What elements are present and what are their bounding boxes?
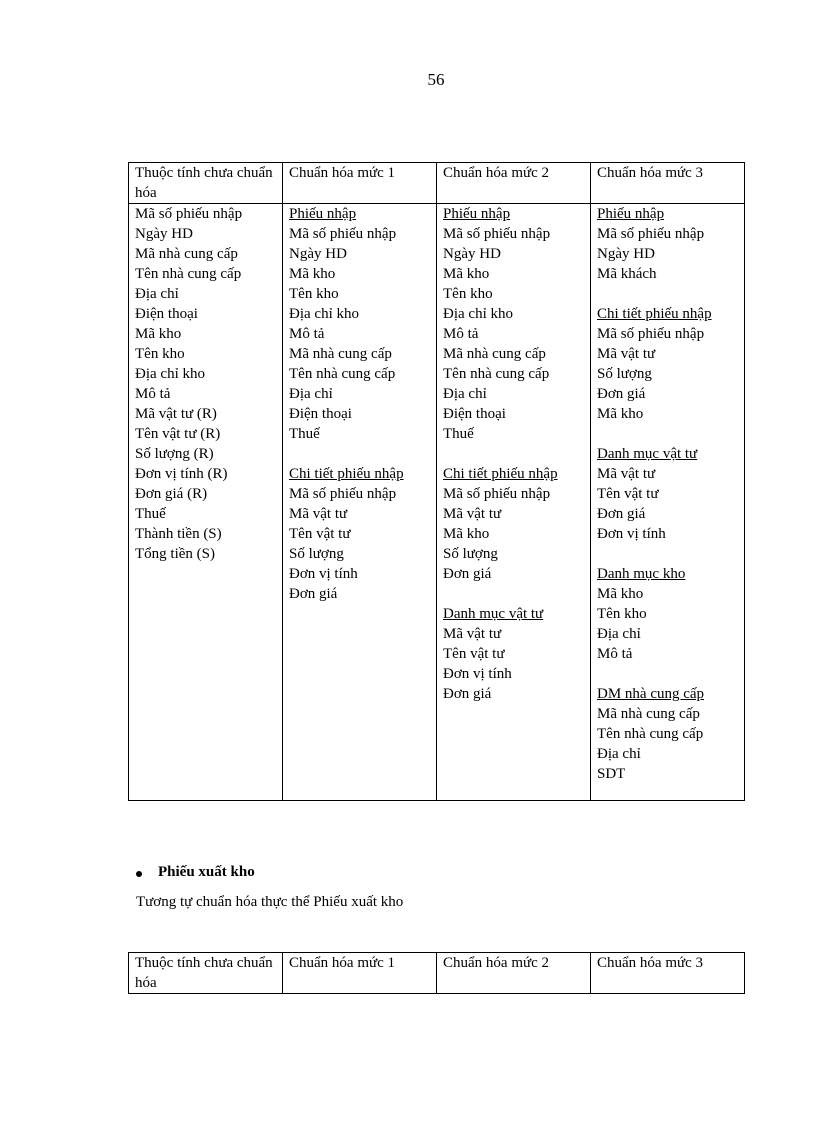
attribute-item: Mô tả xyxy=(443,326,479,342)
attribute-item: Đơn giá xyxy=(597,506,646,522)
section-intro: Tương tự chuẩn hóa thực thể Phiếu xuất kho xyxy=(136,894,404,910)
attribute-item: Ngày HD xyxy=(597,246,655,262)
attribute-item: Mã số phiếu nhập xyxy=(289,226,397,242)
header-cell: Thuộc tính chưa chuẩn hóa xyxy=(129,953,283,994)
attribute-item: Địa chỉ kho xyxy=(443,306,513,322)
attribute-item: Tên vật tư xyxy=(597,486,659,502)
normalization-table-phieu-nhap xyxy=(128,162,745,801)
attribute-item: Tên kho xyxy=(597,606,647,622)
spacer xyxy=(597,424,738,444)
normal-form-3-cell xyxy=(591,204,745,801)
attribute-item: Mã vật tư xyxy=(443,506,502,522)
header-cell: Chuẩn hóa mức 1 xyxy=(283,953,437,994)
attribute-item: Đơn vị tính xyxy=(443,666,512,682)
attribute-item: Địa chỉ xyxy=(597,746,641,762)
attribute-item: Tên kho xyxy=(443,286,493,302)
attribute-item: Số lượng xyxy=(289,546,344,562)
header-cell: Chuẩn hóa mức 1 xyxy=(283,163,437,204)
attribute-item: Số lượng xyxy=(443,546,498,562)
table-row xyxy=(129,204,745,801)
attribute-item: Đơn giá (R) xyxy=(135,486,208,502)
attribute-item: Đơn vị tính (R) xyxy=(135,466,228,482)
attribute-item: Điện thoại xyxy=(289,406,352,422)
attribute-item: Mã nhà cung cấp xyxy=(289,346,392,362)
spacer xyxy=(443,444,584,464)
attribute-item: Địa chỉ kho xyxy=(289,306,359,322)
spacer xyxy=(443,584,584,604)
attribute-item: SDT xyxy=(597,766,626,782)
attribute-item: Mã số phiếu nhập xyxy=(597,326,705,342)
attribute-item: Mã kho xyxy=(135,326,182,342)
normal-form-2-cell xyxy=(437,204,591,801)
attribute-item: Mã nhà cung cấp xyxy=(443,346,546,362)
header-cell: Chuẩn hóa mức 3 xyxy=(591,953,745,994)
table-header-row xyxy=(129,163,745,204)
attribute-item: Thuế xyxy=(135,506,166,522)
attribute-item: Đơn giá xyxy=(443,686,492,702)
attribute-item: Tên kho xyxy=(135,346,185,362)
attribute-item: Mã kho xyxy=(597,586,644,602)
attribute-item: Mã nhà cung cấp xyxy=(135,246,238,262)
spacer xyxy=(597,544,738,564)
unnormalized-attributes-cell xyxy=(129,204,283,801)
attribute-item: Địa chỉ xyxy=(289,386,333,402)
attribute-item: Đơn giá xyxy=(443,566,492,582)
section-heading-text: Phiếu xuất kho xyxy=(158,864,255,880)
entity-title: DM nhà cung cấp xyxy=(597,686,705,702)
header-cell: Chuẩn hóa mức 2 xyxy=(437,163,591,204)
attribute-item: Mã số phiếu nhập xyxy=(597,226,705,242)
entity-title: Danh mục kho xyxy=(597,566,686,582)
entity-title: Phiếu nhập xyxy=(443,206,511,222)
attribute-item: Tên kho xyxy=(289,286,339,302)
attribute-item: Tên vật tư (R) xyxy=(135,426,221,442)
attribute-item: Mã kho xyxy=(443,266,490,282)
attribute-item: Mô tả xyxy=(289,326,325,342)
spacer xyxy=(289,444,430,464)
attribute-item: Số lượng xyxy=(597,366,652,382)
attribute-item: Địa chỉ xyxy=(443,386,487,402)
header-cell: Chuẩn hóa mức 2 xyxy=(437,953,591,994)
attribute-item: Mã vật tư xyxy=(597,466,656,482)
attribute-item: Số lượng (R) xyxy=(135,446,214,462)
attribute-item: Mã kho xyxy=(597,406,644,422)
attribute-item: Tên nhà cung cấp xyxy=(135,266,242,282)
attribute-item: Ngày HD xyxy=(135,226,193,242)
attribute-item: Mã số phiếu nhập xyxy=(135,206,243,222)
entity-title: Chi tiết phiếu nhập xyxy=(289,466,404,482)
attribute-item: Địa chỉ xyxy=(135,286,179,302)
attribute-item: Thuế xyxy=(289,426,320,442)
section-heading xyxy=(158,864,255,881)
attribute-item: Mã vật tư xyxy=(443,626,502,642)
attribute-item: Tên nhà cung cấp xyxy=(597,726,704,742)
entity-title: Phiếu nhập xyxy=(289,206,357,222)
attribute-item: Mã vật tư (R) xyxy=(135,406,217,422)
attribute-item: Mô tả xyxy=(597,646,633,662)
entity-title: Phiếu nhập xyxy=(597,206,665,222)
attribute-item: Mã số phiếu nhập xyxy=(443,226,551,242)
attribute-item: Tên nhà cung cấp xyxy=(443,366,550,382)
entity-title: Chi tiết phiếu nhập xyxy=(597,306,712,322)
header-cell: Thuộc tính chưa chuẩn hóa xyxy=(129,163,283,204)
attribute-item: Thuế xyxy=(443,426,474,442)
page-number: 56 xyxy=(427,70,445,89)
table-header-row xyxy=(129,953,745,994)
normalization-table-phieu-xuat xyxy=(128,952,745,994)
entity-title: Danh mục vật tư xyxy=(443,606,544,622)
attribute-item: Địa chỉ kho xyxy=(135,366,205,382)
attribute-item: Đơn giá xyxy=(289,586,338,602)
attribute-item: Tên vật tư xyxy=(443,646,505,662)
attribute-item: Đơn vị tính xyxy=(597,526,666,542)
attribute-item: Đơn vị tính xyxy=(289,566,358,582)
attribute-item: Địa chỉ xyxy=(597,626,641,642)
attribute-item: Mã vật tư xyxy=(597,346,656,362)
attribute-item: Mã nhà cung cấp xyxy=(597,706,700,722)
attribute-item: Đơn giá xyxy=(597,386,646,402)
attribute-item: Tên vật tư xyxy=(289,526,351,542)
header-cell: Chuẩn hóa mức 3 xyxy=(591,163,745,204)
spacer xyxy=(597,284,738,304)
attribute-item: Mô tả xyxy=(135,386,171,402)
attribute-item: Điện thoại xyxy=(443,406,506,422)
attribute-item: Mã vật tư xyxy=(289,506,348,522)
attribute-item: Mã số phiếu nhập xyxy=(443,486,551,502)
spacer xyxy=(597,664,738,684)
attribute-item: Ngày HD xyxy=(443,246,501,262)
attribute-item: Mã kho xyxy=(443,526,490,542)
attribute-item: Mã số phiếu nhập xyxy=(289,486,397,502)
entity-title: Chi tiết phiếu nhập xyxy=(443,466,558,482)
normal-form-1-cell xyxy=(283,204,437,801)
attribute-item: Điện thoại xyxy=(135,306,198,322)
entity-title: Danh mục vật tư xyxy=(597,446,698,462)
attribute-item: Mã kho xyxy=(289,266,336,282)
attribute-item: Tên nhà cung cấp xyxy=(289,366,396,382)
attribute-item: Thành tiền (S) xyxy=(135,526,222,542)
attribute-item: Ngày HD xyxy=(289,246,347,262)
attribute-item: Mã khách xyxy=(597,266,657,282)
attribute-item: Tổng tiền (S) xyxy=(135,546,215,562)
bullet-icon xyxy=(136,871,142,877)
